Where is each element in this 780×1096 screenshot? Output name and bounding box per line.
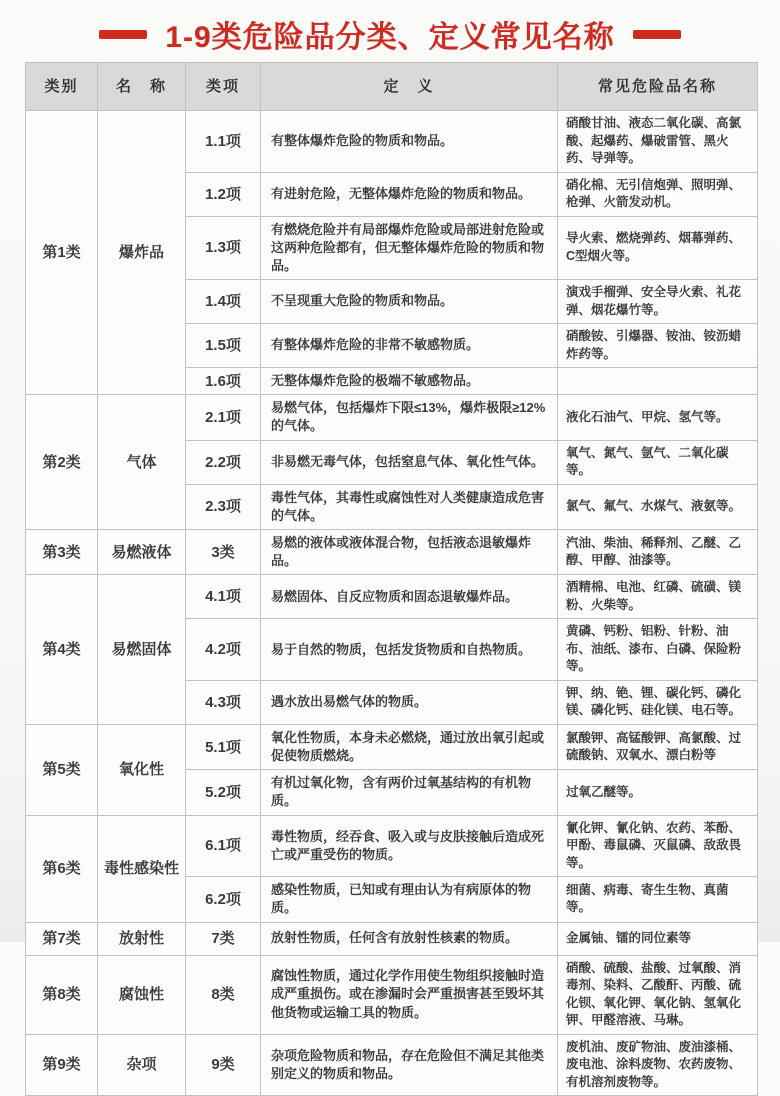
category-cell: 第3类 <box>26 530 98 575</box>
name-cell: 易燃液体 <box>98 530 186 575</box>
item-cell: 2.2项 <box>186 440 261 484</box>
common-cell: 过氧乙醚等。 <box>558 770 758 815</box>
item-cell: 2.1项 <box>186 395 261 440</box>
category-cell: 第7类 <box>26 922 98 955</box>
definition-cell: 有整体爆炸危险的非常不敏感物质。 <box>261 324 558 368</box>
definition-cell: 不呈现重大危险的物质和物品。 <box>261 280 558 324</box>
common-cell: 细菌、病毒、寄生生物、真菌等。 <box>558 877 758 922</box>
item-cell: 1.1项 <box>186 111 261 173</box>
definition-cell: 腐蚀性物质，通过化学作用使生物组织接触时造成严重损伤。或在渗漏时会严重损害甚至毁坏其他货物或运输工具的物质。 <box>261 955 558 1034</box>
item-cell: 1.3项 <box>186 216 261 280</box>
category-cell: 第8类 <box>26 955 98 1034</box>
table-row <box>26 815 758 877</box>
common-cell: 硝酸铵、引爆器、铵油、铵沥蜡炸药等。 <box>558 324 758 368</box>
definition-cell: 易燃气体，包括爆炸下限≤13%，爆炸极限≥12%的气体。 <box>261 395 558 440</box>
definition-cell: 毒性物质，经吞食、吸入或与皮肤接触后造成死亡或严重受伤的物质。 <box>261 815 558 877</box>
definition-cell: 非易燃无毒气体，包括窒息气体、氧化性气体。 <box>261 440 558 484</box>
common-cell: 氯酸钾、高锰酸钾、高氯酸、过硫酸钠、双氧水、漂白粉等 <box>558 724 758 769</box>
definition-cell: 有燃烧危险并有局部爆炸危险或局部进射危险或这两种危险都有，但无整体爆炸危险的物质和物品。 <box>261 216 558 280</box>
item-cell: 4.2项 <box>186 619 261 681</box>
definition-cell: 放射性物质，任何含有放射性核素的物质。 <box>261 922 558 955</box>
table-row <box>26 922 758 955</box>
item-cell: 6.2项 <box>186 877 261 922</box>
name-cell: 杂项 <box>98 1034 186 1096</box>
category-cell: 第4类 <box>26 575 98 725</box>
common-cell: 酒精棉、电池、红磷、硫磺、镁粉、火柴等。 <box>558 575 758 619</box>
common-cell: 硝酸甘油、液态二氧化碳、高氯酸、起爆药、爆破雷管、黑火药、导弹等。 <box>558 111 758 173</box>
item-cell: 5.2项 <box>186 770 261 815</box>
definition-cell: 易燃的液体或液体混合物，包括液态退敏爆炸品。 <box>261 530 558 575</box>
item-cell: 6.1项 <box>186 815 261 877</box>
item-cell: 4.3项 <box>186 680 261 724</box>
common-cell: 氯气、氟气、水煤气、液氨等。 <box>558 484 758 529</box>
common-cell: 液化石油气、甲烷、氢气等。 <box>558 395 758 440</box>
name-cell: 氧化性 <box>98 724 186 815</box>
category-cell: 第9类 <box>26 1034 98 1096</box>
common-cell <box>558 368 758 395</box>
common-cell: 氰化钾、氰化钠、农药、苯酚、甲酚、毒鼠磷、灭鼠磷、敌敌畏等。 <box>558 815 758 877</box>
category-cell: 第6类 <box>26 815 98 922</box>
table-row <box>26 955 758 1034</box>
table-row <box>26 1034 758 1096</box>
hazard-classification-table <box>25 62 758 1096</box>
name-cell: 气体 <box>98 395 186 530</box>
definition-cell: 易于自然的物质，包括发货物质和自热物质。 <box>261 619 558 681</box>
page-title <box>0 0 780 55</box>
definition-cell: 杂项危险物质和物品，存在危险但不满足其他类别定义的物质和物品。 <box>261 1034 558 1096</box>
common-cell: 硝化棉、无引信炮弹、照明弹、枪弹、火箭发动机。 <box>558 172 758 216</box>
table-row <box>26 111 758 173</box>
name-cell: 毒性感染性 <box>98 815 186 922</box>
header-item: 类项 <box>186 63 261 111</box>
definition-cell: 有整体爆炸危险的物质和物品。 <box>261 111 558 173</box>
category-cell: 第5类 <box>26 724 98 815</box>
definition-cell: 遇水放出易燃气体的物质。 <box>261 680 558 724</box>
name-cell: 腐蚀性 <box>98 955 186 1034</box>
item-cell: 8类 <box>186 955 261 1034</box>
name-cell: 易燃固体 <box>98 575 186 725</box>
page-title-text: 1-9类危险品分类、定义常见名称 <box>165 21 615 54</box>
definition-cell: 易燃固体、自反应物质和固态退敏爆炸品。 <box>261 575 558 619</box>
common-cell: 导火索、燃烧弹药、烟幕弹药、C型烟火等。 <box>558 216 758 280</box>
common-cell: 废机油、废矿物油、废油漆桶、废电池、涂料废物、农药废物、有机溶剂废物等。 <box>558 1034 758 1096</box>
definition-cell: 无整体爆炸危险的极端不敏感物品。 <box>261 368 558 395</box>
header-name: 名 称 <box>98 63 186 111</box>
title-dash-right-icon <box>633 30 681 39</box>
name-cell: 爆炸品 <box>98 111 186 395</box>
definition-cell: 有进射危险，无整体爆炸危险的物质和物品。 <box>261 172 558 216</box>
header-definition: 定 义 <box>261 63 558 111</box>
common-cell: 演戏手榴弹、安全导火索、礼花弹、烟花爆竹等。 <box>558 280 758 324</box>
item-cell: 5.1项 <box>186 724 261 769</box>
category-cell: 第1类 <box>26 111 98 395</box>
header-category: 类别 <box>26 63 98 111</box>
common-cell: 黄磷、钙粉、铝粉、针粉、油布、油纸、漆布、白磷、保险粉等。 <box>558 619 758 681</box>
definition-cell: 有机过氧化物，含有两价过氧基结构的有机物质。 <box>261 770 558 815</box>
common-cell: 钾、纳、铯、锂、碳化钙、磷化镁、磷化钙、硅化镁、电石等。 <box>558 680 758 724</box>
item-cell: 1.4项 <box>186 280 261 324</box>
name-cell: 放射性 <box>98 922 186 955</box>
definition-cell: 感染性物质，已知或有理由认为有病原体的物质。 <box>261 877 558 922</box>
common-cell: 硝酸、硫酸、盐酸、过氧酸、消毒剂、染料、乙酸酐、丙酸、硫化钡、氧化钾、氧化钠、氢氧化钾、甲醛溶液、马琳。 <box>558 955 758 1034</box>
item-cell: 9类 <box>186 1034 261 1096</box>
item-cell: 1.6项 <box>186 368 261 395</box>
common-cell: 氧气、氮气、氩气、二氧化碳等。 <box>558 440 758 484</box>
item-cell: 1.5项 <box>186 324 261 368</box>
table-row <box>26 395 758 440</box>
table-row <box>26 575 758 619</box>
header-row <box>26 63 758 111</box>
item-cell: 1.2项 <box>186 172 261 216</box>
definition-cell: 毒性气体，其毒性或腐蚀性对人类健康造成危害的气体。 <box>261 484 558 529</box>
table-row <box>26 724 758 769</box>
header-common: 常见危险品名称 <box>558 63 758 111</box>
title-dash-left-icon <box>99 30 147 39</box>
item-cell: 4.1项 <box>186 575 261 619</box>
category-cell: 第2类 <box>26 395 98 530</box>
common-cell: 汽油、柴油、稀释剂、乙醚、乙醇、甲醇、油漆等。 <box>558 530 758 575</box>
item-cell: 7类 <box>186 922 261 955</box>
table-row <box>26 530 758 575</box>
item-cell: 3类 <box>186 530 261 575</box>
common-cell: 金属铀、镭的同位素等 <box>558 922 758 955</box>
item-cell: 2.3项 <box>186 484 261 529</box>
definition-cell: 氧化性物质，本身未必燃烧，通过放出氧引起或促使物质燃烧。 <box>261 724 558 769</box>
